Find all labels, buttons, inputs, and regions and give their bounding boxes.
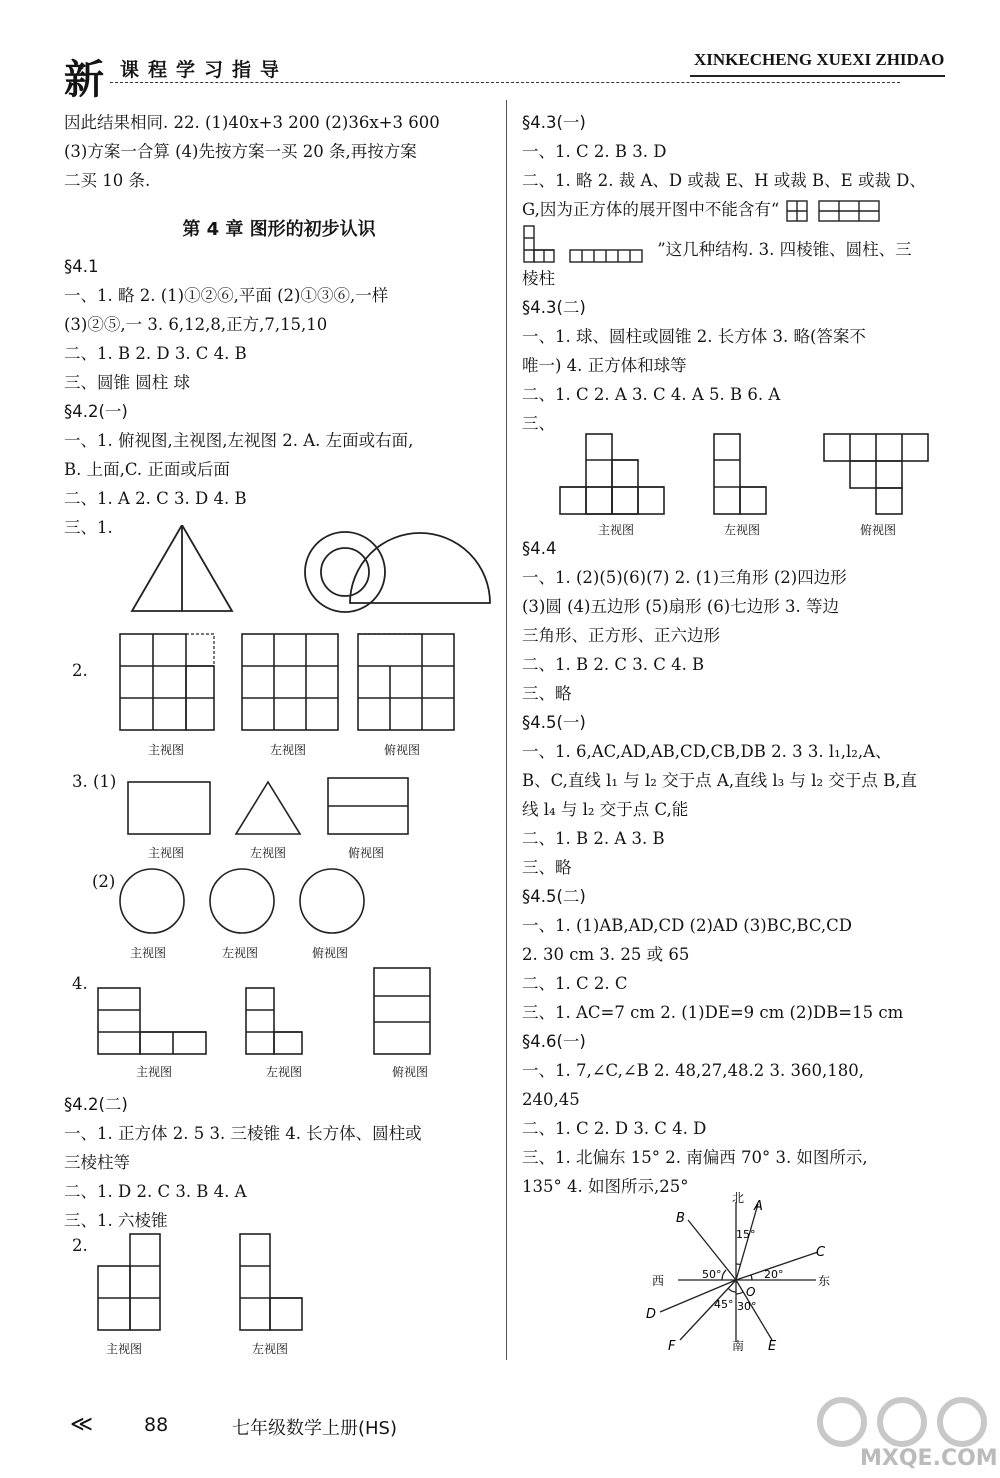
caption-front: 主视图 <box>148 743 185 757</box>
q3-1-figures <box>126 776 416 838</box>
section-heading: §4.2(一) <box>64 402 128 421</box>
semicircle-figure <box>350 533 490 603</box>
ring-outer <box>305 532 385 612</box>
text-line: 二、1. C 2. A 3. C 4. A 5. B 6. A <box>522 385 781 404</box>
text-line: 二、1. B 2. D 3. C 4. B <box>64 344 247 363</box>
chapter-title: 第 4 章 图形的初步认识 <box>182 219 376 240</box>
right-column-bottom <box>522 534 962 1201</box>
q2b-figures <box>96 1232 316 1336</box>
text-line: 三、1. <box>64 518 113 537</box>
text-segment: G,因为正方体的展开图中不能含有“ <box>522 200 780 219</box>
q2-grids <box>118 632 498 736</box>
text-line: 一、1. 略 2. (1)①②⑥,平面 (2)①③⑥,一样 <box>64 286 389 305</box>
text-line: 一、1. 6,AC,AD,AB,CD,CB,DB 2. 3 3. l₁,l₂,A、 <box>522 742 892 761</box>
caption-left: 左视图 <box>250 846 287 860</box>
text-line: 三角形、正方形、正六边形 <box>522 626 720 645</box>
caption-front: 主视图 <box>106 1342 143 1356</box>
text-line: 一、1. 俯视图,主视图,左视图 2. A. 左面或右面, <box>64 431 414 450</box>
text-line: 三、略 <box>522 684 572 703</box>
watermark-text: MXQE.COM <box>860 1446 998 1471</box>
text-line: 三、1. AC=7 cm 2. (1)DE=9 cm (2)DB=15 cm <box>522 1003 904 1022</box>
text-segment: ”这几种结构. 3. 四棱锥、圆柱、三 <box>657 240 912 259</box>
label-east: 东 <box>818 1274 831 1288</box>
text-line: 三、1. 北偏东 15° 2. 南偏西 70° 3. 如图所示, <box>522 1148 868 1167</box>
label-north: 北 <box>732 1191 745 1205</box>
text-line: 三、1. 六棱锥 <box>64 1211 168 1230</box>
left-column <box>64 108 494 542</box>
angle-15: 15° <box>736 1228 756 1241</box>
column-divider <box>506 100 507 1360</box>
text-line: B、C,直线 l₁ 与 l₂ 交于点 A,直线 l₃ 与 l₂ 交于点 B,直 <box>522 771 917 790</box>
text-line: 二、1. B 2. C 3. C 4. B <box>522 655 705 674</box>
caption-front: 主视图 <box>148 846 185 860</box>
text-line-with-shapes <box>522 224 952 264</box>
text-line: B. 上面,C. 正面或后面 <box>64 460 230 479</box>
text-line: 二、1. C 2. D 3. C 4. D <box>522 1119 707 1138</box>
angle-30: 30° <box>737 1300 757 1313</box>
text-line: 线 l₄ 与 l₂ 交于点 C,能 <box>522 800 689 819</box>
label-C: C <box>816 1245 826 1260</box>
header-rule <box>690 75 945 77</box>
text-line: 二、1. C 2. C <box>522 974 628 993</box>
text-line: 三棱柱等 <box>64 1153 130 1172</box>
left-column-bottom <box>64 1090 494 1235</box>
right-column <box>522 108 952 438</box>
angle-45: 45° <box>714 1298 734 1311</box>
section-heading: §4.1 <box>64 257 99 276</box>
label-O: O <box>746 1285 756 1299</box>
logo: 新 <box>64 57 104 103</box>
label-2b: 2. <box>72 1236 88 1255</box>
section-heading: §4.3(一) <box>522 113 586 132</box>
label-south: 南 <box>732 1339 745 1353</box>
text-line: 三、圆锥 圆柱 球 <box>64 373 190 392</box>
compass-diagram <box>640 1190 840 1360</box>
q4-figures <box>96 966 436 1058</box>
ring-inner <box>321 548 369 596</box>
net-pattern-inline-2 <box>522 224 652 264</box>
caption-front: 主视图 <box>136 1065 173 1079</box>
page-header <box>0 0 1000 103</box>
caption-left: 左视图 <box>222 946 259 960</box>
label-B: B <box>676 1211 685 1226</box>
text-line: 2. 30 cm 3. 25 或 65 <box>522 945 690 964</box>
caption-left: 左视图 <box>724 523 761 537</box>
text-line: 一、1. 正方体 2. 5 3. 三棱锥 4. 长方体、圆柱或 <box>64 1124 422 1143</box>
text-line: 一、1. C 2. B 3. D <box>522 142 667 161</box>
text-line: 二、1. D 2. C 3. B 4. A <box>64 1182 247 1201</box>
text-line: 一、1. 7,∠C,∠B 2. 48,27,48.2 3. 360,180, <box>522 1061 864 1080</box>
angle-20: 20° <box>764 1268 784 1281</box>
ray-A <box>736 1204 758 1280</box>
text-line: (3)②⑤,一 3. 6,12,8,正方,7,15,10 <box>64 315 328 334</box>
label-2: 2. <box>72 661 88 680</box>
book-title: 七年级数学上册(HS) <box>232 1418 398 1439</box>
label-E: E <box>768 1339 777 1354</box>
text-line: 三、 <box>522 414 555 433</box>
caption-front: 主视图 <box>130 946 167 960</box>
label-D: D <box>646 1307 657 1322</box>
text-line: 240,45 <box>522 1090 580 1109</box>
section-heading: §4.4 <box>522 539 557 558</box>
label-A: A <box>754 1199 763 1214</box>
text-line: 三、略 <box>522 858 572 877</box>
caption-top: 俯视图 <box>392 1065 429 1079</box>
text-line: 因此结果相同. 22. (1)40x+3 200 (2)36x+3 600 <box>64 113 440 132</box>
text-line: 一、1. 球、圆柱或圆锥 2. 长方体 3. 略(答案不 <box>522 327 866 346</box>
section-heading: §4.2(二) <box>64 1095 128 1114</box>
text-line: (3)方案一合算 (4)先按方案一买 20 条,再按方案 <box>64 142 417 161</box>
text-line: 棱柱 <box>522 269 555 288</box>
q1-figures <box>120 525 520 615</box>
caption-left: 左视图 <box>270 743 307 757</box>
text-line: 一、1. (2)(5)(6)(7) 2. (1)三角形 (2)四边形 <box>522 568 847 587</box>
text-line: 二、1. A 2. C 3. D 4. B <box>64 489 247 508</box>
caption-top: 俯视图 <box>312 946 349 960</box>
label-4: 4. <box>72 974 88 993</box>
caption-left: 左视图 <box>266 1065 303 1079</box>
caption-left: 左视图 <box>252 1342 289 1356</box>
triangle-figure <box>132 525 232 611</box>
text-line: 135° 4. 如图所示,25° <box>522 1177 689 1196</box>
caption-top: 俯视图 <box>860 523 897 537</box>
footer-arrows: ≪ <box>70 1412 94 1437</box>
header-dashed-line <box>110 82 900 83</box>
caption-front: 主视图 <box>598 523 635 537</box>
caption-top: 俯视图 <box>348 846 385 860</box>
label-3-2: (2) <box>92 872 116 891</box>
label-west: 西 <box>652 1274 665 1288</box>
s432-figures <box>556 432 936 516</box>
text-line: 唯一) 4. 正方体和球等 <box>522 356 687 375</box>
section-heading: §4.5(二) <box>522 887 586 906</box>
section-heading: §4.5(一) <box>522 713 586 732</box>
text-line: 一、1. (1)AB,AD,CD (2)AD (3)BC,BC,CD <box>522 916 852 935</box>
page-number: 88 <box>144 1414 169 1436</box>
header-english: XINKECHENG XUEXI ZHIDAO <box>694 50 945 69</box>
label-3-1: 3. (1) <box>72 772 117 791</box>
angle-50: 50° <box>702 1268 722 1281</box>
section-heading: §4.3(二) <box>522 298 586 317</box>
text-line: 二、1. B 2. A 3. B <box>522 829 665 848</box>
caption-top: 俯视图 <box>384 743 421 757</box>
q3-2-circles <box>116 866 376 938</box>
text-line: 二买 10 条. <box>64 171 151 190</box>
text-line-with-shapes <box>522 195 952 224</box>
text-line: 二、1. 略 2. 裁 A、D 或裁 E、H 或裁 B、E 或裁 D、 <box>522 171 926 190</box>
label-F: F <box>668 1339 676 1354</box>
section-heading: §4.6(一) <box>522 1032 586 1051</box>
text-line: (3)圆 (4)五边形 (5)扇形 (6)七边形 3. 等边 <box>522 597 839 616</box>
header-title: 课程学习指导 <box>120 59 289 81</box>
net-pattern-inline <box>785 198 885 224</box>
